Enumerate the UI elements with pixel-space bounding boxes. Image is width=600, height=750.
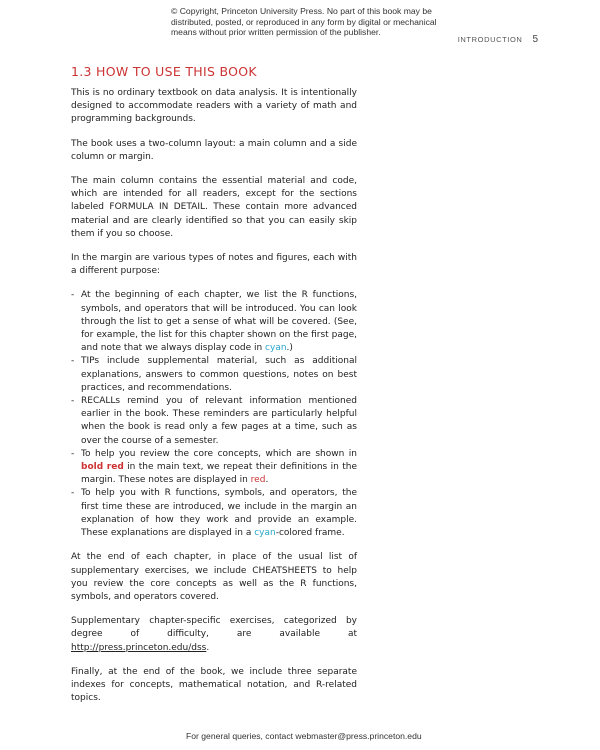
exercises-link[interactable]: http://press.princeton.edu/dss bbox=[71, 642, 207, 653]
list-item-text: At the beginning of each chapter, we list the R functions, symbols, and operators that will be introduced. You can look through the list to get a sense of what will be covered. (See, for example, the list for this chapter shown on the first page, and note that we always display code in bbox=[81, 290, 357, 354]
list-item-text-mid: in the main text, we repeat their definitions in the margin. These notes are displayed in bbox=[81, 462, 357, 486]
list-item-text: RECALLs remind you of relevant information mentioned earlier in the book. These reminders are particularly helpful when the book is read only a few pages at a time, such as over the course of a semester. bbox=[81, 396, 357, 446]
paragraph-intro: This is no ordinary textbook on data analysis. It is intentionally designed to accommodate readers with a variety of math and programming backgrounds. bbox=[71, 88, 357, 125]
list-item bbox=[71, 395, 357, 448]
copyright-line-1: © Copyright, Princeton University Press. No part of this book may be bbox=[171, 6, 432, 16]
list-item-text-end: -colored frame. bbox=[275, 528, 345, 539]
main-column bbox=[71, 64, 357, 716]
list-item bbox=[71, 355, 357, 395]
list-dash: - bbox=[71, 488, 75, 499]
copyright-notice bbox=[171, 6, 461, 38]
section-heading: 1.3 HOW TO USE THIS BOOK bbox=[71, 64, 257, 79]
exercises-text: Supplementary chapter-specific exercises, categorized by degree of difficulty, are available at bbox=[71, 616, 357, 640]
copyright-line-3: means without prior written permission of the publisher. bbox=[171, 27, 381, 38]
list-item-text: To help you review the core concepts, which are shown in bbox=[81, 448, 357, 459]
list-item-text-end: .) bbox=[286, 343, 293, 354]
list-dash: - bbox=[71, 356, 75, 367]
paragraph-margin: In the margin are various types of notes and figures, each with a different purpose: bbox=[71, 253, 357, 277]
cyan-word: cyan bbox=[254, 528, 276, 539]
list-dash: - bbox=[71, 396, 75, 407]
list-item-text: To help you with R functions, symbols, and operators, the first time these are introduced, we include in the margin an explanation of how they work and provide an example. These explanations are displayed in a bbox=[81, 488, 357, 539]
page-number: 5 bbox=[532, 34, 538, 45]
cyan-word: cyan bbox=[265, 343, 287, 354]
list-item-text: TIPs include supplemental material, such as additional explanations, answers to common questions, notes on best practices, and recommendations. bbox=[81, 356, 357, 393]
red-word: red bbox=[250, 475, 266, 486]
running-head-section: INTRODUCTION bbox=[457, 35, 523, 44]
margin-notes-list bbox=[71, 289, 357, 540]
list-item-text-end: . bbox=[265, 475, 269, 486]
footer-contact: For general queries, contact webmaster@press.princeton.edu bbox=[186, 731, 422, 741]
paragraph-main-column: The main column contains the essential material and code, which are intended for all readers, except for the sections labeled FORMULA IN DETAIL. These contain more advanced material and are clearly identified so that you can easily skip them if you so choose. bbox=[71, 176, 357, 239]
list-item bbox=[71, 289, 357, 355]
list-dash: - bbox=[71, 448, 75, 459]
paragraph-exercises bbox=[71, 615, 357, 655]
list-item bbox=[71, 448, 357, 488]
list-dash: - bbox=[71, 290, 75, 301]
copyright-line-2: distributed, posted, or reproduced in any form by digital or mechanical bbox=[171, 16, 437, 27]
bold-red-phrase: bold red bbox=[81, 462, 124, 473]
list-item bbox=[71, 487, 357, 540]
paragraph-cheatsheets: At the end of each chapter, in place of the usual list of supplementary exercises, we include CHEATSHEETS to help you review the core concepts as well as the R functions, symbols, and operators covered. bbox=[71, 552, 357, 602]
exercises-text-end: . bbox=[206, 642, 210, 653]
paragraph-layout: The book uses a two-column layout: a main column and a side column or margin. bbox=[71, 138, 357, 162]
running-head bbox=[458, 34, 538, 45]
paragraph-indexes: Finally, at the end of the book, we include three separate indexes for concepts, mathematical notation, and R-related topics. bbox=[71, 666, 357, 704]
